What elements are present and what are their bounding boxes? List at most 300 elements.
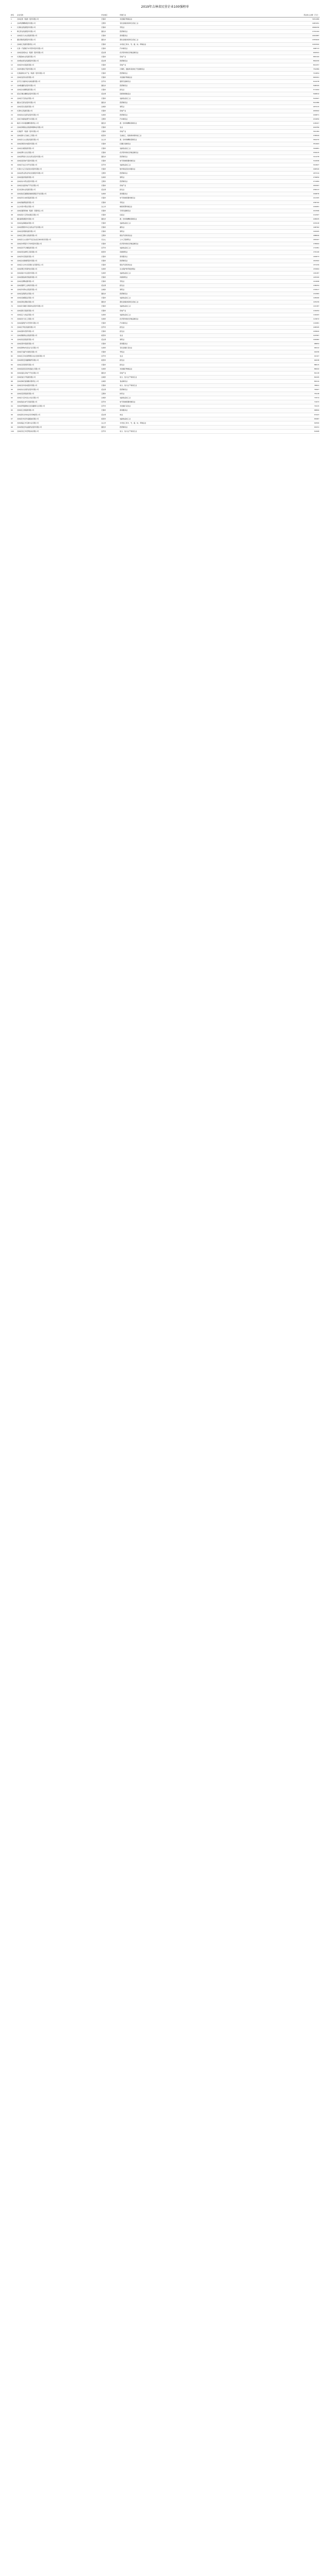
cell-name: 白山市喜丰塑业有限公司 bbox=[16, 205, 34, 208]
cell-area: 长春市 bbox=[101, 409, 106, 412]
cell-name: 长春高新技术产业（集团）股份有限公司 bbox=[16, 72, 45, 75]
table-row bbox=[10, 346, 320, 350]
cell-name: 长春嘉诚实业集团有限公司 bbox=[16, 55, 36, 58]
cell-name: 长春吉大正元信息技术股份有限公司 bbox=[16, 167, 42, 170]
cell-industry: 酒、饮料和精制茶制造业 bbox=[120, 139, 137, 141]
cell-revenue: 90038 bbox=[314, 359, 319, 362]
cell-revenue: 149187 bbox=[313, 272, 319, 274]
cell-name: 吉林省新大石油化工有限公司 bbox=[16, 134, 37, 137]
cell-no: 38 bbox=[11, 172, 13, 174]
cell-name: 吉林省乾安县鑫源粮贸有限公司 bbox=[16, 359, 39, 362]
table-row bbox=[10, 413, 320, 417]
cell-revenue: 571094 bbox=[313, 89, 319, 91]
cell-industry: 批发业 bbox=[120, 89, 125, 91]
cell-no: 67 bbox=[11, 293, 13, 295]
cell-no: 64 bbox=[11, 280, 13, 282]
table-row bbox=[10, 250, 320, 255]
cell-no: 26 bbox=[11, 122, 13, 125]
cell-revenue: 312936 bbox=[313, 159, 319, 162]
cell-name: 吉林省桦甸市金达矿业有限公司 bbox=[16, 347, 39, 349]
cell-area: 白城市 bbox=[101, 380, 106, 382]
cell-industry: 农业 bbox=[120, 334, 123, 337]
cell-name: 吉林省汇金集团有限公司 bbox=[16, 409, 34, 412]
cell-industry: 有色金属矿采选业 bbox=[120, 347, 133, 349]
cell-revenue: 258213 bbox=[313, 189, 319, 191]
cell-area: 长春市 bbox=[101, 26, 106, 29]
cell-revenue: 1846230 bbox=[312, 26, 319, 29]
cell-name: 延边石岘白麓纸业股份有限公司 bbox=[16, 93, 39, 95]
table-row bbox=[10, 213, 320, 217]
cell-industry: 农副食品加工业 bbox=[120, 147, 131, 149]
table-row bbox=[10, 80, 320, 84]
cell-industry: 畜牧业 bbox=[120, 226, 125, 228]
cell-no: 29 bbox=[11, 134, 13, 137]
cell-area: 吉林市 bbox=[101, 367, 106, 370]
cell-name: 吉林省金鹰电器有限公司 bbox=[16, 280, 34, 282]
table-row bbox=[10, 188, 320, 192]
table-row bbox=[10, 338, 320, 342]
table-row bbox=[10, 359, 320, 363]
cell-no: 91 bbox=[11, 393, 13, 395]
cell-revenue: 161502 bbox=[313, 259, 319, 262]
cell-revenue: 110981 bbox=[313, 321, 319, 324]
cell-area: 长春市 bbox=[101, 130, 106, 133]
cell-revenue: 1732104 bbox=[312, 30, 319, 33]
cell-revenue: 287319 bbox=[313, 172, 319, 174]
cell-industry: 农副食品加工业 bbox=[120, 305, 131, 308]
table-row bbox=[10, 97, 320, 101]
cell-no: 4 bbox=[11, 30, 12, 33]
cell-name: 吉林省东丰药业股份有限公司 bbox=[16, 180, 37, 183]
table-row bbox=[10, 296, 320, 300]
table-row bbox=[10, 196, 320, 200]
cell-industry: 电气机械和器材制造业 bbox=[120, 197, 136, 199]
cell-no: 52 bbox=[11, 230, 13, 233]
cell-revenue: 612478 bbox=[313, 80, 319, 83]
cell-name: 吉林省益海粮油有限公司 bbox=[16, 222, 34, 224]
cell-area: 松原市 bbox=[101, 359, 106, 362]
cell-industry: 房地产业 bbox=[120, 130, 126, 133]
table-row bbox=[10, 371, 320, 376]
cell-area: 长春市 bbox=[101, 230, 106, 233]
table-row bbox=[10, 55, 320, 59]
cell-no: 78 bbox=[11, 338, 13, 341]
cell-name: 吉林省临江市宝健木业有限公司 bbox=[16, 421, 39, 424]
cell-revenue: 98654 bbox=[314, 343, 319, 345]
cell-area: 四平市 bbox=[101, 401, 106, 403]
cell-area: 长春市 bbox=[101, 276, 106, 278]
cell-name: 吉林亚泰（集团）股份有限公司 bbox=[16, 18, 39, 21]
cell-industry: 零售业 bbox=[120, 26, 125, 29]
cell-industry: 软件和信息技术服务业 bbox=[120, 167, 136, 170]
cell-industry: 房地产业 bbox=[120, 184, 126, 187]
table-row bbox=[10, 363, 320, 367]
cell-no: 42 bbox=[11, 189, 13, 191]
table-row bbox=[10, 151, 320, 155]
cell-area: 吉林市 bbox=[101, 267, 106, 270]
cell-area: 长白山 bbox=[101, 239, 106, 241]
table-row bbox=[10, 88, 320, 92]
table-row bbox=[10, 22, 320, 26]
cell-name: 长春华正集团有限公司 bbox=[16, 109, 32, 112]
cell-revenue: 119254 bbox=[313, 309, 319, 312]
cell-revenue: 487215 bbox=[313, 105, 319, 108]
cell-name: 吉林省东北亚药业股份有限公司 bbox=[16, 113, 39, 116]
cell-area: 长春市 bbox=[101, 201, 106, 204]
cell-no: 17 bbox=[11, 84, 13, 87]
cell-no: 63 bbox=[11, 276, 13, 278]
cell-industry: 造纸和纸制品业 bbox=[120, 93, 131, 95]
cell-name: 吉林省中研高分子材料股份有限公司 bbox=[16, 243, 42, 245]
cell-name: 吉林省宏达集团有限公司 bbox=[16, 105, 34, 108]
cell-revenue: 883109 bbox=[313, 55, 319, 58]
cell-name: 吉林省中东集团有限公司 bbox=[16, 63, 34, 66]
cell-industry: 医药制造业 bbox=[120, 30, 128, 33]
table-row bbox=[10, 63, 320, 67]
table-row bbox=[10, 430, 320, 434]
cell-name: 通化葡萄酒股份有限公司 bbox=[16, 217, 34, 220]
table-row bbox=[10, 326, 320, 330]
cell-name: 吉林省西点药业科技发展股份有限公司 bbox=[16, 172, 43, 174]
cell-industry: 农副食品加工业 bbox=[120, 417, 131, 420]
cell-no: 27 bbox=[11, 126, 13, 129]
cell-area: 白山市 bbox=[101, 139, 106, 141]
table-row bbox=[10, 222, 320, 226]
cell-industry: 医药制造业 bbox=[120, 155, 128, 158]
cell-name: 吉林省烟草工业物资有限公司 bbox=[16, 284, 37, 287]
cell-area: 吉林市 bbox=[101, 272, 106, 274]
cell-name: 吉林敖东药业集团股份有限公司 bbox=[16, 59, 39, 62]
cell-revenue: 170126 bbox=[313, 251, 319, 253]
cell-revenue: 344681 bbox=[313, 147, 319, 149]
cell-area: 四平市 bbox=[101, 405, 106, 408]
table-row bbox=[10, 246, 320, 250]
cell-area: 白城市 bbox=[101, 289, 106, 291]
cell-name: 吉林省盛世集团有限公司 bbox=[16, 176, 34, 179]
table-row bbox=[10, 30, 320, 34]
cell-name: 吉林省亚泰水泥有限公司 bbox=[16, 76, 34, 79]
cell-name: 吉林省集安市益盛药业股份有限公司 bbox=[16, 426, 42, 428]
cell-name: 吉林省吉粮集团有限公司 bbox=[16, 147, 34, 149]
cell-area: 白城市 bbox=[101, 105, 106, 108]
cell-name: 吉林省明日环保科技有限公司 bbox=[16, 267, 37, 270]
table-row bbox=[10, 163, 320, 167]
cell-industry: 商务服务业 bbox=[120, 409, 128, 412]
cell-name: 吉林省德惠市华正农牧业开发有限公司 bbox=[16, 226, 43, 228]
cell-industry: 医药制造业 bbox=[120, 426, 128, 428]
cell-no: 70 bbox=[11, 305, 13, 308]
cell-no: 44 bbox=[11, 197, 13, 199]
cell-industry: 房地产业 bbox=[120, 63, 126, 66]
table-row bbox=[10, 417, 320, 421]
cell-no: 22 bbox=[11, 105, 13, 108]
cell-revenue: 431650 bbox=[313, 117, 319, 120]
cell-area: 白山市 bbox=[101, 421, 106, 424]
cell-industry: 商务服务业 bbox=[120, 35, 128, 37]
cell-revenue: 96412 bbox=[314, 347, 319, 349]
table-row bbox=[10, 176, 320, 180]
header-area: 所在地区 bbox=[101, 14, 108, 16]
cell-revenue: 131583 bbox=[313, 293, 319, 295]
ranking-table bbox=[10, 13, 320, 434]
cell-name: 吉林省恒昌集团有限公司 bbox=[16, 338, 34, 341]
cell-industry: 医药制造业 bbox=[120, 388, 128, 391]
cell-revenue: 92107 bbox=[314, 355, 319, 358]
cell-no: 99 bbox=[11, 426, 13, 428]
cell-no: 65 bbox=[11, 284, 13, 287]
cell-revenue: 198762 bbox=[313, 226, 319, 228]
cell-no: 79 bbox=[11, 343, 13, 345]
cell-no: 83 bbox=[11, 359, 13, 362]
cell-no: 100 bbox=[11, 430, 14, 432]
table-header bbox=[10, 13, 320, 18]
cell-no: 74 bbox=[11, 321, 13, 324]
cell-revenue: 108345 bbox=[313, 326, 319, 328]
cell-no: 43 bbox=[11, 193, 13, 195]
cell-no: 69 bbox=[11, 301, 13, 303]
cell-industry: 农副食品加工业 bbox=[120, 222, 131, 224]
cell-no: 50 bbox=[11, 222, 13, 224]
cell-area: 延边州 bbox=[101, 338, 106, 341]
cell-industry: 化学原料和化学制品制造业 bbox=[120, 151, 139, 154]
cell-revenue: 279650 bbox=[313, 176, 319, 179]
cell-area: 通化市 bbox=[101, 101, 106, 104]
cell-revenue: 1983451 bbox=[312, 22, 319, 25]
table-row bbox=[10, 380, 320, 384]
cell-name: 吉林万向新能源汽车有限公司 bbox=[16, 117, 37, 120]
cell-no: 37 bbox=[11, 167, 13, 170]
table-row bbox=[10, 84, 320, 88]
cell-area: 长春市 bbox=[101, 351, 106, 353]
cell-no: 51 bbox=[11, 226, 13, 228]
cell-no: 86 bbox=[11, 371, 13, 374]
cell-revenue: 105820 bbox=[313, 330, 319, 332]
cell-no: 6 bbox=[11, 39, 12, 41]
cell-no: 84 bbox=[11, 363, 13, 366]
cell-no: 46 bbox=[11, 205, 13, 208]
cell-revenue: 449871 bbox=[313, 113, 319, 116]
cell-area: 长春市 bbox=[101, 159, 106, 162]
cell-revenue: 76907 bbox=[314, 388, 319, 391]
table-row bbox=[10, 226, 320, 230]
cell-revenue: 165873 bbox=[313, 255, 319, 258]
cell-revenue: 128406 bbox=[313, 297, 319, 299]
table-row bbox=[10, 267, 320, 272]
table-row bbox=[10, 113, 320, 117]
cell-area: 四平市 bbox=[101, 355, 106, 358]
table-row bbox=[10, 330, 320, 334]
cell-name: 吉林省金翼蛋品有限公司 bbox=[16, 297, 34, 299]
cell-name: 吉林省博大生化有限公司 bbox=[16, 151, 34, 154]
table-row bbox=[10, 192, 320, 196]
cell-name: 长春一汽富维汽车零部件股份有限公司 bbox=[16, 47, 43, 49]
table-row bbox=[10, 117, 320, 122]
cell-name: 吉林省吉港澳集团有限公司 bbox=[16, 89, 36, 91]
cell-area: 延边州 bbox=[101, 93, 106, 95]
table-row bbox=[10, 276, 320, 280]
cell-industry: 黑色金属冶炼和压延加工业 bbox=[120, 301, 139, 303]
header-no: 排名 bbox=[11, 14, 14, 16]
cell-name: 四平巨元瀚洋板式换热器有限公司 bbox=[16, 80, 40, 83]
cell-name: 吉林省旭日升集团有限公司 bbox=[16, 376, 36, 378]
cell-revenue: 351903 bbox=[313, 143, 319, 145]
cell-name: 吉林省泰华集团有限公司 bbox=[16, 343, 34, 345]
cell-name: 吉林省信达电气设备有限公司 bbox=[16, 401, 37, 403]
table-row bbox=[10, 122, 320, 126]
table-row bbox=[10, 404, 320, 409]
cell-revenue: 271084 bbox=[313, 180, 319, 183]
cell-area: 松原市 bbox=[101, 334, 106, 337]
cell-area: 长春市 bbox=[101, 384, 106, 386]
table-row bbox=[10, 67, 320, 72]
table-row bbox=[10, 263, 320, 267]
cell-area: 通化市 bbox=[101, 426, 106, 428]
cell-revenue: 203418 bbox=[313, 222, 319, 224]
cell-no: 61 bbox=[11, 267, 13, 270]
table-row bbox=[10, 255, 320, 259]
table-row bbox=[10, 354, 320, 359]
table-row bbox=[10, 388, 320, 392]
cell-no: 81 bbox=[11, 351, 13, 353]
cell-area: 长春市 bbox=[101, 330, 106, 332]
cell-industry: 建筑业 bbox=[120, 105, 125, 108]
cell-industry: 非金属矿物制品业 bbox=[120, 367, 133, 370]
table-row bbox=[10, 426, 320, 430]
page-title: 2019年吉林省民营企业100强榜单 bbox=[141, 5, 189, 9]
table-row bbox=[10, 159, 320, 163]
cell-area: 长春市 bbox=[101, 209, 106, 212]
cell-revenue: 88015 bbox=[314, 363, 319, 366]
cell-industry: 农副食品加工业 bbox=[120, 163, 131, 166]
cell-name: 吉林省长白山保护开发区池北区城市建设有限公司 bbox=[16, 239, 51, 241]
table-row bbox=[10, 51, 320, 55]
cell-revenue: 754389 bbox=[313, 68, 319, 71]
table-row bbox=[10, 76, 320, 80]
cell-revenue: 122187 bbox=[313, 305, 319, 308]
cell-area: 长春市 bbox=[101, 363, 106, 366]
cell-industry: 医药制造业 bbox=[120, 180, 128, 183]
cell-area: 长春市 bbox=[101, 89, 106, 91]
cell-no: 39 bbox=[11, 176, 13, 179]
table-row bbox=[10, 138, 320, 142]
cell-area: 长春市 bbox=[101, 97, 106, 99]
cell-no: 82 bbox=[11, 355, 13, 358]
cell-industry: 生态保护和环境治理业 bbox=[120, 267, 136, 270]
cell-name: 吉林省长岭县华盛粮油有限公司 bbox=[16, 417, 39, 420]
table-row bbox=[10, 130, 320, 134]
table-row bbox=[10, 38, 320, 42]
cell-revenue: 145320 bbox=[313, 276, 319, 278]
cell-industry: 房地产业 bbox=[120, 371, 126, 374]
cell-area: 吉林市 bbox=[101, 113, 106, 116]
cell-revenue: 3151289 bbox=[312, 18, 319, 21]
table-row bbox=[10, 167, 320, 172]
cell-name: 吉林省伊通满族自治县鑫源矿业有限公司 bbox=[16, 405, 45, 408]
cell-name: 吉林省东北虎药业股份有限公司 bbox=[16, 388, 39, 391]
cell-revenue: 75218 bbox=[314, 393, 319, 395]
cell-no: 16 bbox=[11, 80, 13, 83]
cell-area: 长春市 bbox=[101, 243, 106, 245]
cell-area: 长春市 bbox=[101, 226, 106, 228]
cell-industry: 化学原料和化学制品制造业 bbox=[120, 51, 139, 54]
cell-revenue: 522907 bbox=[313, 97, 319, 99]
table-row bbox=[10, 421, 320, 426]
cell-no: 14 bbox=[11, 72, 13, 75]
cell-industry: 批发业 bbox=[120, 363, 125, 366]
cell-no: 28 bbox=[11, 130, 13, 133]
cell-no: 58 bbox=[11, 255, 13, 258]
cell-area: 长春市 bbox=[101, 309, 106, 312]
cell-name: 吉林省裕丰米业股份有限公司 bbox=[16, 272, 37, 274]
table-row bbox=[10, 134, 320, 138]
cell-area: 吉林市 bbox=[101, 68, 106, 71]
header-name: 企业名称 bbox=[16, 14, 23, 16]
cell-revenue: 362470 bbox=[313, 139, 319, 141]
cell-name: 吉林省通用机械（集团）有限责任公司 bbox=[16, 209, 43, 212]
cell-industry: 房屋建筑业 bbox=[120, 276, 128, 278]
cell-area: 四平市 bbox=[101, 163, 106, 166]
table-row bbox=[10, 309, 320, 313]
cell-no: 95 bbox=[11, 409, 13, 412]
cell-area: 四平市 bbox=[101, 326, 106, 328]
cell-no: 98 bbox=[11, 421, 13, 424]
table-row bbox=[10, 59, 320, 63]
header-revenue: 营业收入总额（万元） bbox=[303, 14, 319, 16]
table-row bbox=[10, 350, 320, 354]
table-row bbox=[10, 238, 320, 242]
table-row bbox=[10, 234, 320, 238]
cell-area: 白城市 bbox=[101, 397, 106, 399]
cell-industry: 非金属矿物制品业 bbox=[120, 18, 133, 21]
cell-revenue: 71973 bbox=[314, 401, 319, 403]
cell-revenue: 418207 bbox=[313, 122, 319, 125]
cell-name: 吉林省金钥匙集团有限公司 bbox=[16, 230, 36, 233]
cell-name: 吉林省梅花氨基酸有限责任公司 bbox=[16, 380, 39, 382]
cell-area: 通化市 bbox=[101, 122, 106, 125]
cell-revenue: 463092 bbox=[313, 109, 319, 112]
cell-industry: 零售业 bbox=[120, 280, 125, 282]
cell-no: 87 bbox=[11, 376, 13, 378]
table-row bbox=[10, 321, 320, 326]
cell-no: 56 bbox=[11, 247, 13, 249]
cell-no: 31 bbox=[11, 143, 13, 145]
cell-revenue: 301827 bbox=[313, 163, 319, 166]
cell-area: 长春市 bbox=[101, 47, 106, 49]
cell-revenue: 153064 bbox=[313, 267, 319, 270]
cell-industry: 批发业 bbox=[120, 284, 125, 287]
cell-revenue: 801257 bbox=[313, 63, 319, 66]
table-row bbox=[10, 300, 320, 304]
cell-area: 长春市 bbox=[101, 126, 106, 129]
table-row bbox=[10, 92, 320, 96]
cell-no: 89 bbox=[11, 384, 13, 386]
cell-industry: 化学原料和化学制品制造业 bbox=[120, 243, 139, 245]
cell-no: 30 bbox=[11, 139, 13, 141]
cell-revenue: 391184 bbox=[313, 130, 319, 133]
cell-no: 53 bbox=[11, 234, 13, 237]
cell-area: 白山市 bbox=[101, 205, 106, 208]
cell-revenue: 138254 bbox=[313, 284, 319, 287]
cell-area: 长春市 bbox=[101, 76, 106, 79]
cell-area: 长春市 bbox=[101, 263, 106, 266]
cell-no: 85 bbox=[11, 367, 13, 370]
cell-industry: 商务服务业 bbox=[120, 193, 128, 195]
cell-revenue: 296540 bbox=[313, 167, 319, 170]
table-row bbox=[10, 259, 320, 263]
cell-no: 92 bbox=[11, 397, 13, 399]
cell-no: 71 bbox=[11, 309, 13, 312]
cell-no: 23 bbox=[11, 109, 13, 112]
